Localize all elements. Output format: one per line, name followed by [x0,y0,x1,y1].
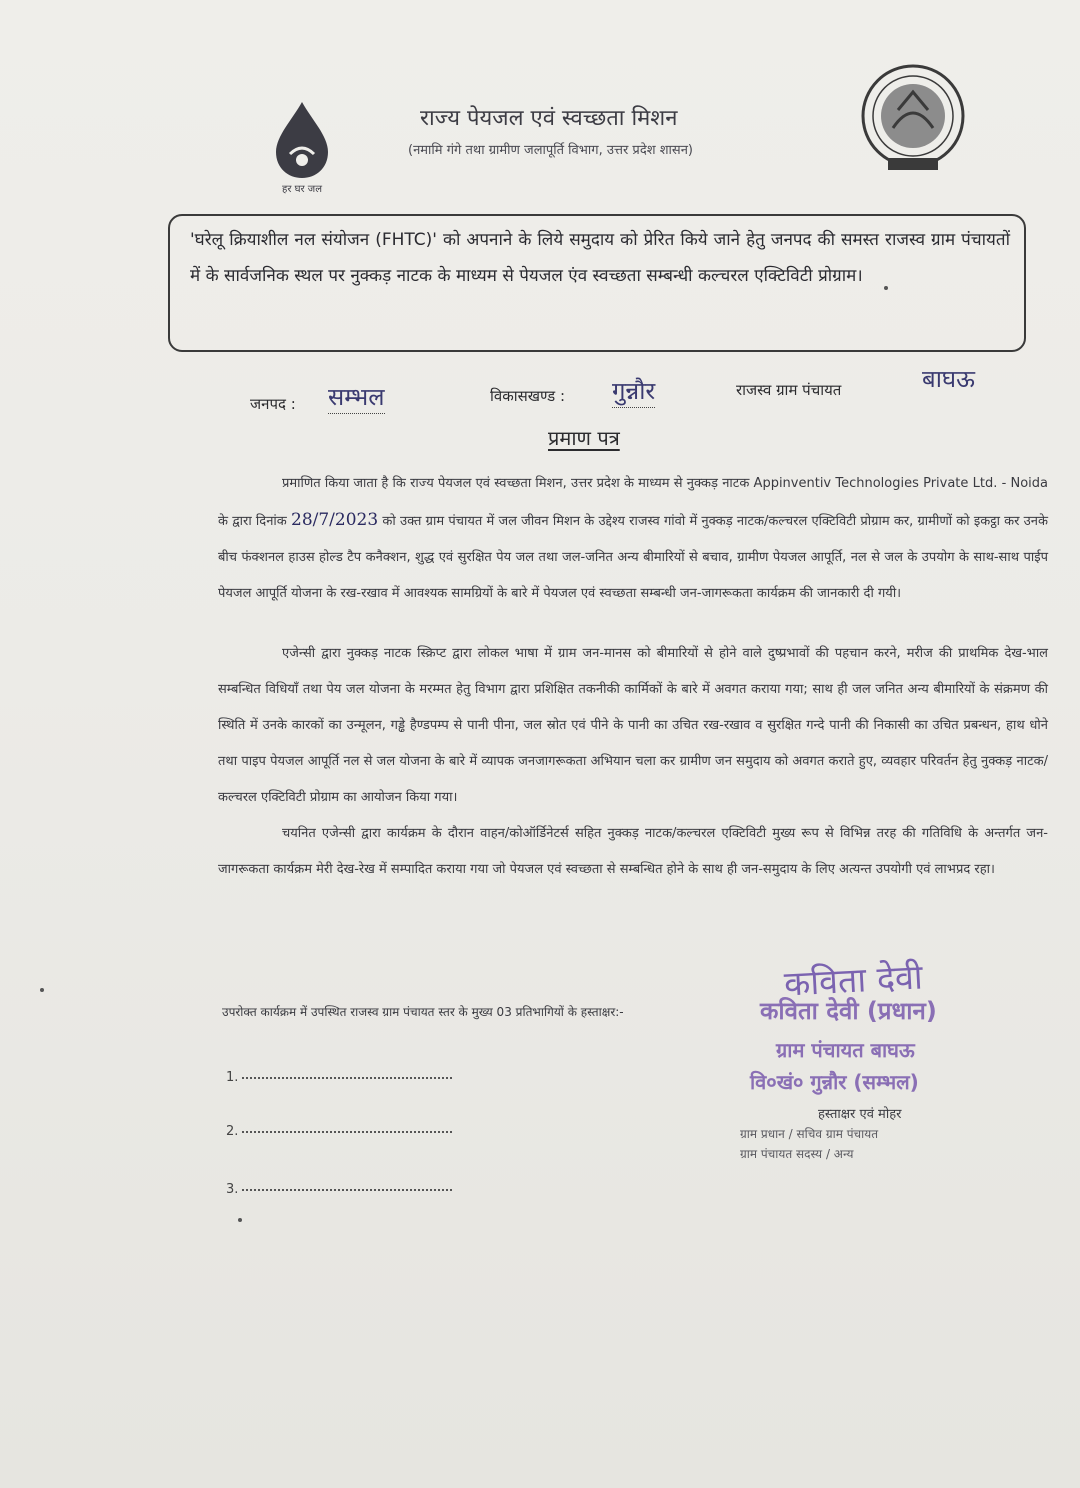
logo-text: हर घर जल [282,184,322,195]
speck [238,1218,242,1222]
sign-role-1: ग्राम प्रधान / सचिव ग्राम पंचायत [740,1127,879,1141]
block-value: गुन्नौर [612,374,655,408]
paragraph-2 [218,636,1048,816]
stamp-name: कविता देवी (प्रधान) [760,997,937,1025]
sign-role-2: ग्राम पंचायत सदस्य / अन्य [740,1147,854,1161]
representatives-heading: उपरोक्त कार्यक्रम में उपस्थित राजस्व ग्राम पंचायत स्तर के मुख्य 03 प्रतिभागियों के हस्ताक्षर:- [222,1005,624,1019]
certificate-title: प्रमाण पत्र [548,426,620,450]
header-title: राज्य पेयजल एवं स्वच्छता मिशन [420,106,678,131]
paragraph-3 [218,816,1048,888]
representative-line-3: 3. [226,1182,452,1197]
district-value: सम्भल [328,380,385,414]
paragraph-1-lead: प्रमाणित किया जाता है कि राज्य पेयजल एवं स्वच्छता मिशन, उत्तर प्रदेश के माध्यम से नुक्कड़ नाटक Appinventiv Technologies Private Ltd. - Noida के द्वारा दिनांक [218,476,1048,529]
paragraph-3-text: चयनित एजेन्सी द्वारा कार्यक्रम के दौरान वाहन/कोऑर्डिनेटर्स सहित नुक्कड़ नाटक/कल्चरल एक्टिविटी मुख्य रूप से विभिन्न तरह की गतिविधि के अन्तर्गत जन-जागरूकता कार्यक्रम मेरी देख-रेख में सम्पादित कराया गया जो पेयजल एवं स्वच्छता से सम्बन्धित होने के साथ ही जन-समुदाय के लिए अत्यन्त उपयोगी एवं लाभप्रद रहा। [218,826,1048,877]
date-value: 28/7/2023 [291,510,379,530]
up-government-emblem [858,58,968,180]
paragraph-2-text: एजेन्सी द्वारा नुक्कड़ नाटक स्क्रिप्ट द्वारा लोकल भाषा में ग्राम जन-मानस को बीमारियों से होने वाले दुष्प्रभावों की पहचान करने, मरीज की प्राथमिक देख-भाल सम्बन्धित विधियाँ तथा पेय जल योजना के मरम्मत हेतु विभाग द्वारा प्रशिक्षित तकनीकी कार्मिकों के बारे में अवगत कराया गया; साथ ही जल जनित अन्य बीमारियों के संक्रमण की स्थिति में उनके कारकों का उन्मूलन, गड्ढे हैण्डपम्प से पानी पीना, जल स्रोत एवं पीने के पानी का उचित रख-रखाव व सुरक्षित गन्दे पानी की निकासी का उचित प्रबन्धन, हाथ धोने तथा पाइप पेयजल आपूर्ति नल से जल योजना के बारे में व्यापक जनजागरूकता अभियान चला कर ग्रामीण जन समुदाय को अवगत कराते हुए, व्यवहार परिवर्तन हेतु नुक्कड़ नाटक/कल्चरल एक्टिविटी प्रोग्राम का आयोजन किया गया। [218,646,1048,805]
district-label: जनपद : [250,395,296,413]
block-label: विकासखण्ड : [490,387,566,405]
sign-roles [740,1124,878,1164]
har-ghar-jal-logo [262,98,342,198]
handwritten-signature: कविता देवी [783,957,924,1005]
village-label: राजस्व ग्राम पंचायत [736,381,842,399]
representative-line-1: 1. [226,1070,452,1085]
representative-line-2: 2. [226,1124,452,1139]
paragraph-1 [218,466,1048,612]
village-value: बाघऊ [922,365,975,393]
sign-label: हस्ताक्षर एवं मोहर [818,1107,902,1122]
stamp-panchayat: ग्राम पंचायत बाघऊ [776,1038,915,1062]
header-subtitle: (नमामि गंगे तथा ग्रामीण जलापूर्ति विभाग, उत्तर प्रदेश शासन) [408,143,693,158]
stamp-block: वि०खं० गुन्नौर (सम्भल) [750,1070,919,1094]
speck [884,286,888,290]
paragraph-1-rest: को उक्त ग्राम पंचायत में जल जीवन मिशन के उद्देश्य राजस्व गांवो में नुक्कड़ नाटक/कल्चरल एक्टिविटी प्रोग्राम कर, ग्रामीणों को इकट्ठा कर उनके बीच फंक्शनल हाउस होल्ड टैप कनैक्शन, शुद्ध एवं सुरक्षित पेय जल तथा जल-जनित अन्य बीमारियों से बचाव, ग्रामीण पेयजल आपूर्ति, नल से जल के उपयोग के साथ-साथ पाईप पेयजल आपूर्ति योजना के रख-रखाव में आवश्यक सामग्रियों के बारे में पेयजल एवं स्वच्छता सम्बन्धी जन-जागरूकता कार्यक्रम की जानकारी दी गयी। [218,514,1048,601]
location-fields [250,365,1030,420]
program-title-text: 'घरेलू क्रियाशील नल संयोजन (FHTC)' को अपनाने के लिये समुदाय को प्रेरित किये जाने हेतु जनपद की समस्त राजस्व ग्राम पंचायतों में के सार्वजनिक स्थल पर नुक्कड़ नाटक के माध्यम से पेयजल एंव स्वच्छता सम्बन्धी कल्चरल एक्टिविटी प्रोग्राम। [190,230,1010,286]
speck [40,988,44,992]
